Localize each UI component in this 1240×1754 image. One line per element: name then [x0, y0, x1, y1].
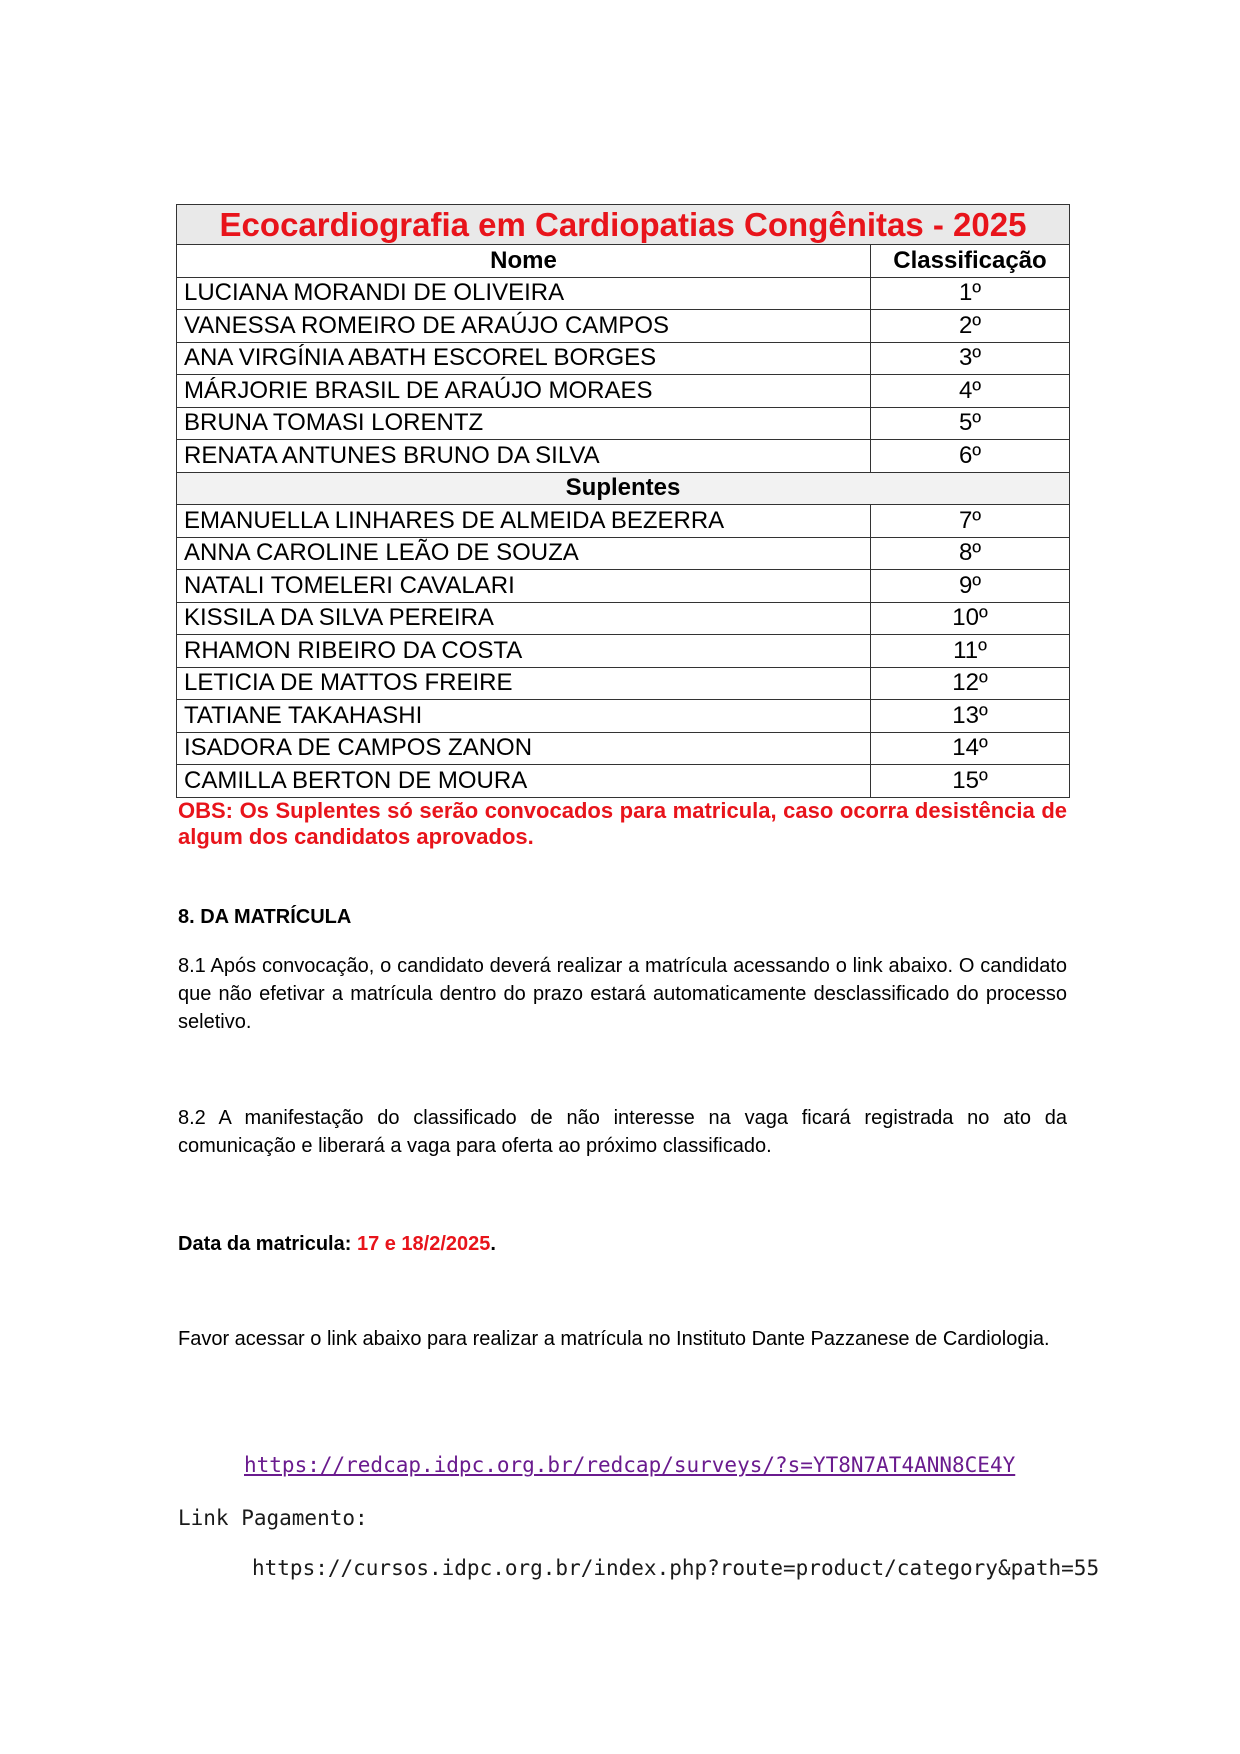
- candidate-rank: 4º: [871, 375, 1070, 408]
- candidate-rank: 9º: [871, 570, 1070, 603]
- table-row: [177, 407, 1070, 440]
- candidate-name: RENATA ANTUNES BRUNO DA SILVA: [177, 440, 871, 473]
- candidate-rank: 2º: [871, 310, 1070, 343]
- candidate-rank: 14º: [871, 732, 1070, 765]
- candidate-name: CAMILLA BERTON DE MOURA: [177, 765, 871, 798]
- payment-link-label: Link Pagamento:: [178, 1506, 368, 1530]
- candidate-rank: 7º: [871, 505, 1070, 538]
- candidate-name: BRUNA TOMASI LORENTZ: [177, 407, 871, 440]
- table-row: [177, 310, 1070, 343]
- candidate-rank: 6º: [871, 440, 1070, 473]
- column-header-name: Nome: [177, 245, 871, 278]
- table-row: [177, 342, 1070, 375]
- table-row: [177, 700, 1070, 733]
- candidate-rank: 13º: [871, 700, 1070, 733]
- table-title: Ecocardiografia em Cardiopatias Congênitas - 2025: [177, 205, 1070, 245]
- candidate-rank: 5º: [871, 407, 1070, 440]
- table-row: [177, 440, 1070, 473]
- candidate-name: ANA VIRGÍNIA ABATH ESCOREL BORGES: [177, 342, 871, 375]
- paragraph-8-2: 8.2 A manifestação do classificado de não interesse na vaga ficará registrada no ato da comunicação e liberará a vaga para oferta ao próximo classificado.: [178, 1107, 1067, 1157]
- candidate-name: KISSILA DA SILVA PEREIRA: [177, 602, 871, 635]
- candidate-name: NATALI TOMELERI CAVALARI: [177, 570, 871, 603]
- section-title: 8. DA MATRÍCULA: [178, 906, 352, 928]
- payment-link-url: https://cursos.idpc.org.br/index.php?route=product/category&path=55: [252, 1556, 1100, 1580]
- table-row: [177, 375, 1070, 408]
- candidate-name: ISADORA DE CAMPOS ZANON: [177, 732, 871, 765]
- table-title-row: [177, 205, 1070, 245]
- candidate-rank: 3º: [871, 342, 1070, 375]
- candidate-name: RHAMON RIBEIRO DA COSTA: [177, 635, 871, 668]
- candidate-rank: 12º: [871, 667, 1070, 700]
- candidate-rank: 10º: [871, 602, 1070, 635]
- candidate-rank: 1º: [871, 277, 1070, 310]
- table-row: [177, 635, 1070, 668]
- table-row: [177, 602, 1070, 635]
- enrollment-date-label: Data da matricula:: [178, 1233, 357, 1255]
- table-body: [177, 205, 1070, 798]
- paragraph-8-1: 8.1 Após convocação, o candidato deverá realizar a matrícula acessando o link abaixo. O candidato que não efetivar a matrícula dentro do prazo estará automaticamente desclassificado do processo seletivo.: [178, 955, 1067, 1033]
- enrollment-date-suffix: .: [490, 1233, 496, 1255]
- table-row: [177, 505, 1070, 538]
- candidate-name: MÁRJORIE BRASIL DE ARAÚJO MORAES: [177, 375, 871, 408]
- enrollment-date-line: [178, 1233, 496, 1256]
- column-header-rank: Classificação: [871, 245, 1070, 278]
- redcap-enrollment-link[interactable]: https://redcap.idpc.org.br/redcap/surveys/?s=YT8N7AT4ANN8CE4Y: [244, 1453, 1016, 1477]
- table-row: [177, 732, 1070, 765]
- enrollment-instructions: Favor acessar o link abaixo para realizar a matrícula no Instituto Dante Pazzanese de Cardiologia.: [178, 1328, 1050, 1350]
- table-row: [177, 537, 1070, 570]
- table-row: [177, 765, 1070, 798]
- candidate-name: EMANUELLA LINHARES DE ALMEIDA BEZERRA: [177, 505, 871, 538]
- enrollment-date-value: 17 e 18/2/2025: [356, 1233, 491, 1255]
- table-row: [177, 667, 1070, 700]
- table-row: [177, 277, 1070, 310]
- candidate-name: ANNA CAROLINE LEÃO DE SOUZA: [177, 537, 871, 570]
- candidate-name: TATIANE TAKAHASHI: [177, 700, 871, 733]
- candidate-rank: 15º: [871, 765, 1070, 798]
- table-row: [177, 570, 1070, 603]
- obs-note: OBS: Os Suplentes só serão convocados para matricula, caso ocorra desistência de algum dos candidatos aprovados.: [178, 798, 1067, 849]
- candidate-rank: 8º: [871, 537, 1070, 570]
- candidate-name: LUCIANA MORANDI DE OLIVEIRA: [177, 277, 871, 310]
- classification-table: [176, 204, 1070, 798]
- table-header-row: [177, 245, 1070, 278]
- candidate-rank: 11º: [871, 635, 1070, 668]
- candidate-name: VANESSA ROMEIRO DE ARAÚJO CAMPOS: [177, 310, 871, 343]
- candidate-name: LETICIA DE MATTOS FREIRE: [177, 667, 871, 700]
- suplentes-heading: Suplentes: [177, 472, 1070, 505]
- suplentes-row: [177, 472, 1070, 505]
